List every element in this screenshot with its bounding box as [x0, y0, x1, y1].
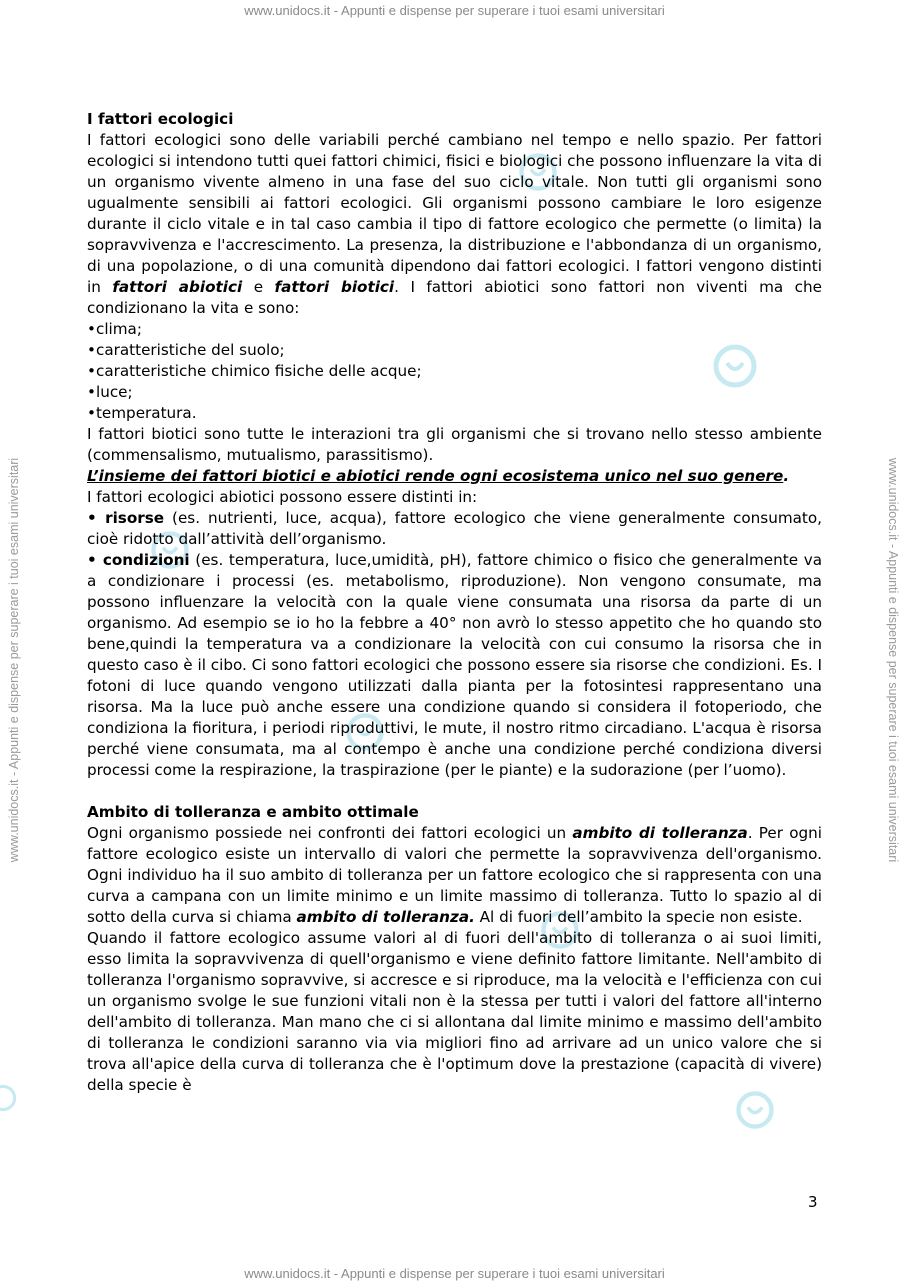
section-title-fattori-ecologici: I fattori ecologici [87, 110, 234, 128]
emphasis-statement: L’insieme dei fattori biotici e abiotici rende ogni ecosistema unico nel suo genere [87, 467, 784, 485]
spacer [87, 781, 822, 802]
right-watermark: www.unidocs.it - Appunti e dispense per superare i tuoi esami universitari [886, 457, 900, 863]
paragraph [87, 550, 822, 781]
section-title-ambito-tolleranza: Ambito di tolleranza e ambito ottimale [87, 803, 419, 821]
abiotic-factors-list [87, 319, 822, 424]
paragraph: Quando il fattore ecologico assume valori al di fuori dell'ambito di tolleranza o ai suoi limiti, esso limita la sopravvivenza di quell'organismo e viene definito fattore limitante. Nell'ambito di tolleranza l'organismo sopravvive, si accresce e si riproduce, ma la velocità e l'efficienza con cui un organismo svolge le sue funzioni vitali non è la stessa per tutti i valori del fattore all'interno dell'ambito di tolleranza. Man mano che ci si allontana dal limite minimo e massimo dell'ambito di tolleranza le condizioni saranno via via migliori fino ad arrivare ad un unico valore che si trova all'apice della curva di tolleranza che è l'optimum dove la prestazione (capacità di vivere) della specie è [87, 929, 822, 1094]
list-item: • luce; [87, 382, 822, 403]
text-run: e [242, 278, 275, 296]
text-run: Al di fuori dell’ambito la specie non esiste. [474, 908, 803, 926]
term-risorse: risorse [105, 509, 165, 527]
text-run: . I fattori abiotici sono fattori non viventi ma che condizionano la vita e sono: [87, 278, 823, 317]
page-number: 3 [808, 1193, 818, 1211]
list-item: • clima; [87, 319, 822, 340]
paragraph [87, 466, 822, 487]
left-watermark: www.unidocs.it - Appunti e dispense per superare i tuoi esami universitari [7, 457, 21, 863]
header-watermark: www.unidocs.it - Appunti e dispense per superare i tuoi esami universitari [244, 3, 665, 18]
bullet: • [87, 551, 103, 569]
paragraph: I fattori ecologici abiotici possono essere distinti in: [87, 488, 478, 506]
footer-watermark: www.unidocs.it - Appunti e dispense per superare i tuoi esami universitari [244, 1266, 665, 1281]
term-fattori-abiotici: fattori abiotici [112, 278, 243, 296]
text-run: (es. temperatura, luce,umidità, pH), fattore chimico o fisico che generalmente va a condizionare i processi (es. metabolismo, riproduzione). Non vengono consumate, ma possono influenzare la velocità con la quale viene consumata una risorsa da parte di un organismo. Ad esempio se io ho la febbre a 40° non avrò lo stesso appetito che ho quando sto bene,quindi la temperatura va a condizionare la velocità con cui consumo la risorsa che in questo caso è il cibo. Ci sono fattori ecologici che possono essere sia risorse che condizioni. Es. I fotoni di luce quando vengono utilizzati dalla pianta per la fotosintesi rappresentano una risorsa. Ma la luce può anche essere una condizione quando si considera il fotoperiodo, che condiziona la fioritura, i periodi riproduttivi, le mute, il nostro ritmo circadiano. L'acqua è risorsa perché viene consumata, ma al contempo è anche una condizione perché condiziona diversi processi come la respirazione, la traspirazione (per le piante) e la sudorazione (per l’uomo). [87, 551, 823, 779]
list-item: • caratteristiche chimico fisiche delle acque; [87, 361, 822, 382]
paragraph [87, 130, 822, 319]
bullet: • [87, 509, 106, 527]
paragraph [87, 508, 822, 550]
text-run: . Per ogni fattore ecologico esiste un intervallo di valori che permette la sopravvivenza dell'organismo. Ogni individuo ha il suo ambito di tolleranza per un fattore ecologico che si rappresenta con una curva a campana con un limite minimo e un limite massimo di tolleranza. Tutto lo spazio al di sotto della curva si chiama [87, 824, 823, 926]
list-item: • caratteristiche del suolo; [87, 340, 822, 361]
paragraph: I fattori biotici sono tutte le interazioni tra gli organismi che si trovano nello stesso ambiente (commensalismo, mutualismo, parassitismo). [87, 425, 822, 464]
term-ambito-tolleranza: ambito di tolleranza [572, 824, 748, 842]
term-condizioni: condizioni [102, 551, 190, 569]
term-fattori-biotici: fattori biotici [274, 278, 395, 296]
list-item: • temperatura. [87, 403, 822, 424]
text-run: Ogni organismo possiede nei confronti dei fattori ecologici un [87, 824, 573, 842]
text-run: . [783, 467, 790, 485]
document-body [87, 109, 822, 1096]
text-run: I fattori ecologici sono delle variabili perché cambiano nel tempo e nello spazio. Per fattori ecologici si intendono tutti quei fattori chimici, fisici e biologici che possono influenzare la vita di un organismo vivente almeno in una fase del suo ciclo vitale. Non tutti gli organismi sono ugualmente sensibili ai fattori ecologici. Gli organismi possono cambiare le loro esigenze durante il ciclo vitale e in tal caso cambia il tipo di fattore ecologico che permette (o limita) la sopravvivenza e l'accrescimento. La presenza, la distribuzione e l'abbondanza di un organismo, di una popolazione, o di una comunità dipendono dai fattori ecologici. I fattori vengono distinti in [87, 131, 822, 296]
paragraph [87, 823, 822, 928]
unidocs-logo-icon [0, 1075, 28, 1121]
term-ambito-tolleranza: ambito di tolleranza. [296, 908, 475, 926]
text-run: (es. nutrienti, luce, acqua), fattore ecologico che viene generalmente consumato, cioè ridotto dall’attività dell’organismo. [87, 509, 822, 548]
unidocs-logo-icon [735, 1090, 775, 1130]
